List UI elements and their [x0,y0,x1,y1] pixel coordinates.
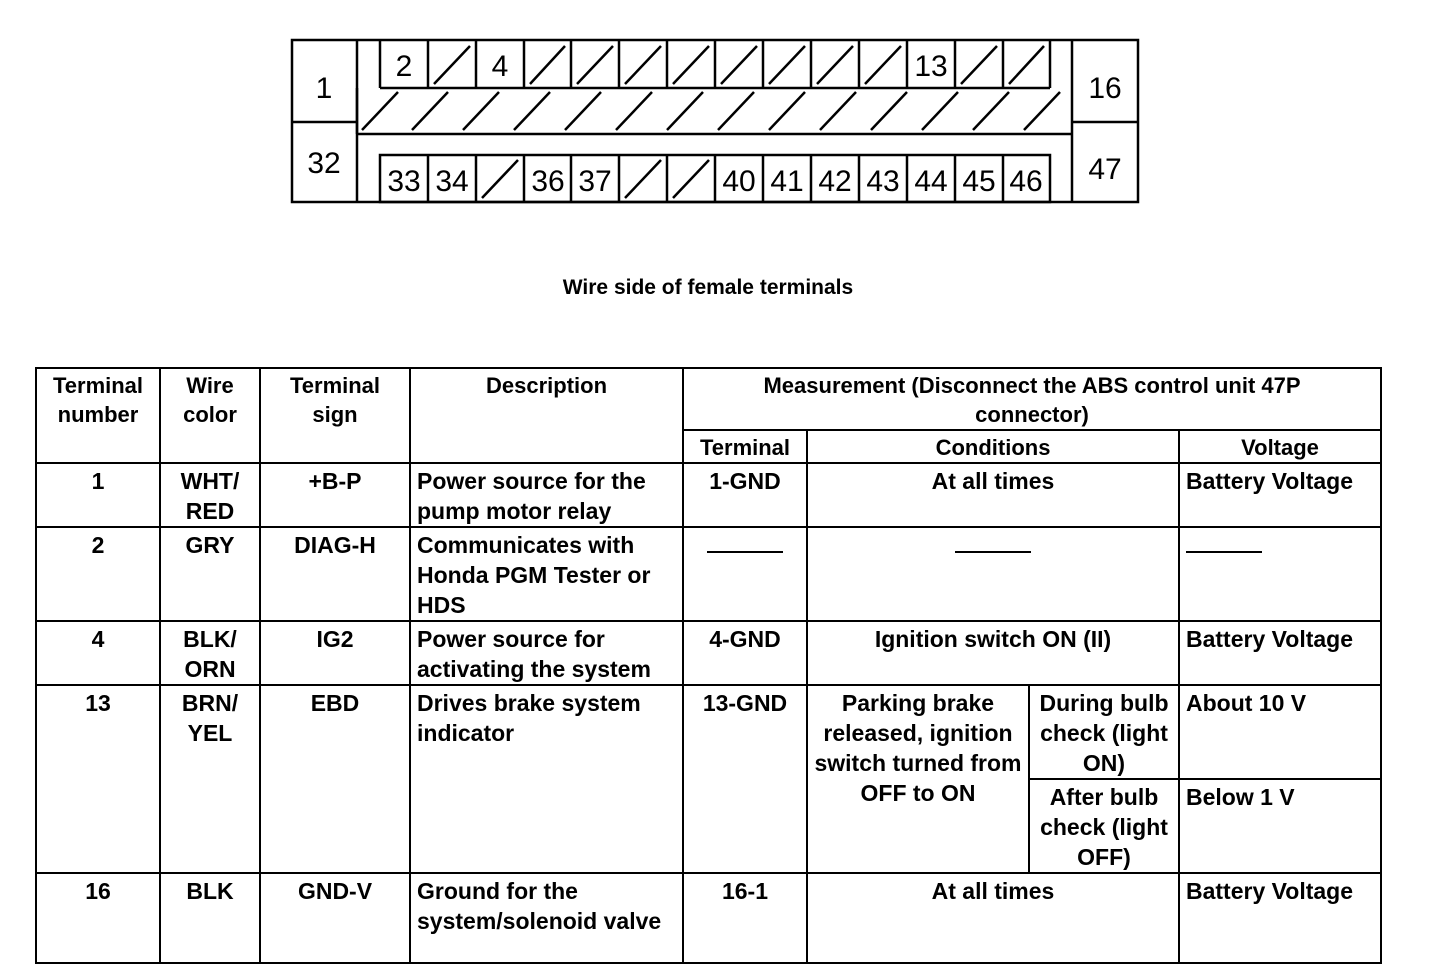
header-wire-color: Wire color [160,368,260,463]
terminal-42-label: 42 [818,165,852,198]
wire-color: BRN/ YEL [160,685,260,873]
conditions-dash [807,527,1179,621]
table-row [36,527,1381,621]
voltage: Battery Voltage [1179,463,1381,527]
terminal-13-label: 13 [914,50,948,83]
description: Power source for the pump motor relay [410,463,683,527]
connector-caption: Wire side of female terminals [562,276,854,299]
terminal-sign: DIAG-H [260,527,410,621]
measure-terminal: 4-GND [683,621,807,685]
terminal-45-label: 45 [962,165,996,198]
terminal-36-label: 36 [531,165,565,198]
description: Power source for activating the system [410,621,683,685]
terminal-33-label: 33 [387,165,421,198]
terminal-4-label: 4 [491,50,509,83]
terminal-44-label: 44 [914,165,948,198]
terminal-number: 16 [36,873,160,963]
measure-terminal: 13-GND [683,685,807,873]
table-row [36,873,1381,963]
terminal-37-label: 37 [578,165,612,198]
voltage: About 10 V [1179,685,1381,779]
terminal-sign: GND-V [260,873,410,963]
voltage: Battery Voltage [1179,873,1381,963]
description: Drives brake system indicator [410,685,683,873]
header-conditions: Conditions [807,430,1179,463]
connector-diagram [0,0,1440,260]
terminal-number: 4 [36,621,160,685]
terminal-34-label: 34 [435,165,469,198]
terminal-number: 1 [36,463,160,527]
header-row [36,368,1381,430]
table-row [36,685,1381,779]
terminal-16-label: 16 [1088,72,1122,105]
table-row [36,621,1381,685]
terminal-46-label: 46 [1009,165,1043,198]
terminal-sign: EBD [260,685,410,873]
table-row [36,463,1381,527]
voltage: Below 1 V [1179,779,1381,873]
conditions: At all times [807,873,1179,963]
terminal-table [35,367,1382,964]
conditions: Ignition switch ON (II) [807,621,1179,685]
description: Ground for the system/solenoid valve [410,873,683,963]
terminal-41-label: 41 [770,165,804,198]
header-terminal-sign: Terminal sign [260,368,410,463]
conditions: Parking brake released, ignition switch turned from OFF to ON [807,685,1029,873]
voltage-dash [1179,527,1381,621]
terminal-sign: IG2 [260,621,410,685]
header-voltage: Voltage [1179,430,1381,463]
header-measurement: Measurement (Disconnect the ABS control unit 47P connector) [683,368,1381,430]
terminal-1-label: 1 [315,72,333,105]
wire-color: BLK/ ORN [160,621,260,685]
description: Communicates with Honda PGM Tester or HDS [410,527,683,621]
conditions: At all times [807,463,1179,527]
terminal-number: 2 [36,527,160,621]
terminal-32-label: 32 [307,147,341,180]
measure-terminal: 16-1 [683,873,807,963]
header-terminal: Terminal [683,430,807,463]
voltage: Battery Voltage [1179,621,1381,685]
terminal-40-label: 40 [722,165,756,198]
terminal-47-label: 47 [1088,153,1122,186]
sub-condition: After bulb check (light OFF) [1029,779,1179,873]
measure-terminal-dash [683,527,807,621]
terminal-43-label: 43 [866,165,900,198]
terminal-2-label: 2 [395,50,413,83]
header-description: Description [410,368,683,463]
measure-terminal: 1-GND [683,463,807,527]
wire-color: BLK [160,873,260,963]
sub-condition: During bulb check (light ON) [1029,685,1179,779]
header-terminal-number: Terminal number [36,368,160,463]
terminal-number: 13 [36,685,160,873]
wire-color: WHT/ RED [160,463,260,527]
terminal-sign: +B-P [260,463,410,527]
wire-color: GRY [160,527,260,621]
